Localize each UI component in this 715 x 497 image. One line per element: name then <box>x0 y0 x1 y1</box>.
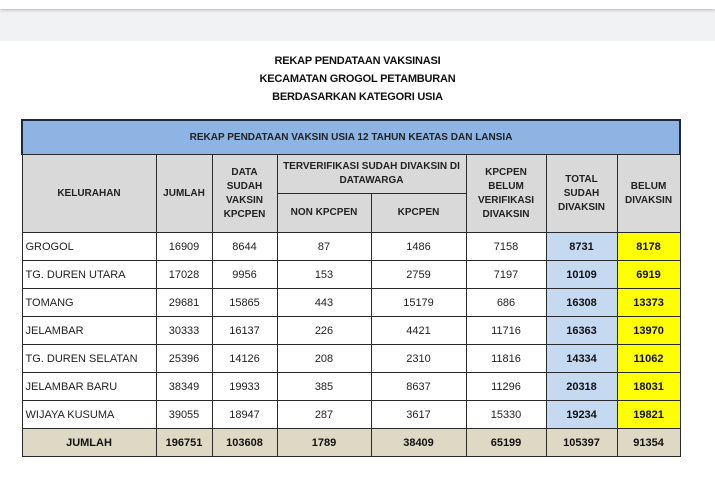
header-kelurahan: KELURAHAN <box>22 155 156 233</box>
cell-belum: 13970 <box>617 317 680 345</box>
cell-kelurahan: JELAMBAR <box>22 317 156 345</box>
cell-data-sudah: 8644 <box>212 233 277 261</box>
cell-total-sudah: 16308 <box>546 289 617 317</box>
header-terverifikasi: TERVERIFIKASI SUDAH DIVAKSIN DI DATAWARGA <box>277 155 466 194</box>
cell-data-sudah: 103608 <box>212 429 277 457</box>
cell-kpcpen-belum: 11296 <box>466 373 546 401</box>
cell-jumlah: 25396 <box>156 345 212 373</box>
cell-total-sudah: 14334 <box>546 345 617 373</box>
table-row <box>22 233 680 261</box>
top-bar <box>0 0 715 9</box>
cell-non-kpcpen: 153 <box>277 261 371 289</box>
table-row <box>22 401 680 429</box>
cell-jumlah: 30333 <box>156 317 212 345</box>
cell-kpcpen-belum: 11816 <box>466 345 546 373</box>
cell-total-sudah: 105397 <box>546 429 617 457</box>
cell-data-sudah: 9956 <box>212 261 277 289</box>
cell-jumlah: 196751 <box>156 429 212 457</box>
header-jumlah: JUMLAH <box>156 155 212 233</box>
cell-jumlah: 29681 <box>156 289 212 317</box>
cell-belum: 6919 <box>617 261 680 289</box>
cell-kelurahan: TG. DUREN UTARA <box>22 261 156 289</box>
cell-non-kpcpen: 226 <box>277 317 371 345</box>
title-line-2: KECAMATAN GROGOL PETAMBURAN <box>259 73 456 85</box>
cell-belum: 18031 <box>617 373 680 401</box>
cell-kpcpen-belum: 7158 <box>466 233 546 261</box>
cell-total-sudah: 19234 <box>546 401 617 429</box>
title-line-1: REKAP PENDATAAN VAKSINASI <box>274 55 441 67</box>
cell-jumlah: 16909 <box>156 233 212 261</box>
cell-data-sudah: 15865 <box>212 289 277 317</box>
cell-non-kpcpen: 443 <box>277 289 371 317</box>
cell-kelurahan: JUMLAH <box>22 429 156 457</box>
cell-belum: 91354 <box>617 429 680 457</box>
cell-kelurahan: TOMANG <box>22 289 156 317</box>
cell-data-sudah: 14126 <box>212 345 277 373</box>
cell-belum: 19821 <box>617 401 680 429</box>
report-titles <box>0 52 715 106</box>
cell-belum: 13373 <box>617 289 680 317</box>
cell-belum: 8178 <box>617 233 680 261</box>
cell-kelurahan: TG. DUREN SELATAN <box>22 345 156 373</box>
header-total-sudah: TOTAL SUDAH DIVAKSIN <box>546 155 617 233</box>
cell-kpcpen: 2310 <box>371 345 466 373</box>
header-belum: BELUM DIVAKSIN <box>617 155 680 233</box>
cell-total-sudah: 10109 <box>546 261 617 289</box>
cell-non-kpcpen: 385 <box>277 373 371 401</box>
header-kpcpen: KPCPEN <box>371 194 466 233</box>
cell-data-sudah: 19933 <box>212 373 277 401</box>
cell-non-kpcpen: 87 <box>277 233 371 261</box>
table-row <box>22 289 680 317</box>
table-row <box>22 261 680 289</box>
cell-kelurahan: WIJAYA KUSUMA <box>22 401 156 429</box>
cell-jumlah: 17028 <box>156 261 212 289</box>
cell-kpcpen: 8637 <box>371 373 466 401</box>
cell-kpcpen: 2759 <box>371 261 466 289</box>
cell-kpcpen-belum: 15330 <box>466 401 546 429</box>
cell-kelurahan: JELAMBAR BARU <box>22 373 156 401</box>
table-banner: REKAP PENDATAAN VAKSIN USIA 12 TAHUN KEATAS DAN LANSIA <box>22 120 680 155</box>
header-non-kpcpen: NON KPCPEN <box>277 194 371 233</box>
title-line-3: BERDASARKAN KATEGORI USIA <box>272 91 443 103</box>
cell-jumlah: 38349 <box>156 373 212 401</box>
cell-jumlah: 39055 <box>156 401 212 429</box>
cell-kpcpen-belum: 7197 <box>466 261 546 289</box>
cell-total-sudah: 16363 <box>546 317 617 345</box>
cell-kpcpen: 38409 <box>371 429 466 457</box>
cell-kpcpen-belum: 65199 <box>466 429 546 457</box>
cell-kpcpen-belum: 686 <box>466 289 546 317</box>
vaccination-table <box>21 119 681 457</box>
cell-total-sudah: 8731 <box>546 233 617 261</box>
toolbar-band <box>0 9 715 41</box>
cell-data-sudah: 18947 <box>212 401 277 429</box>
header-data-sudah: DATA SUDAH VAKSIN KPCPEN <box>212 155 277 233</box>
cell-kpcpen: 15179 <box>371 289 466 317</box>
cell-data-sudah: 16137 <box>212 317 277 345</box>
cell-kpcpen: 4421 <box>371 317 466 345</box>
cell-kpcpen: 1486 <box>371 233 466 261</box>
cell-non-kpcpen: 1789 <box>277 429 371 457</box>
table-row <box>22 317 680 345</box>
cell-kelurahan: GROGOL <box>22 233 156 261</box>
cell-non-kpcpen: 208 <box>277 345 371 373</box>
cell-kpcpen: 3617 <box>371 401 466 429</box>
table-row <box>22 373 680 401</box>
cell-belum: 11062 <box>617 345 680 373</box>
cell-total-sudah: 20318 <box>546 373 617 401</box>
cell-non-kpcpen: 287 <box>277 401 371 429</box>
total-row <box>22 429 680 457</box>
cell-kpcpen-belum: 11716 <box>466 317 546 345</box>
table-row <box>22 345 680 373</box>
header-kpcpen-belum: KPCPEN BELUM VERIFIKASI DIVAKSIN <box>466 155 546 233</box>
